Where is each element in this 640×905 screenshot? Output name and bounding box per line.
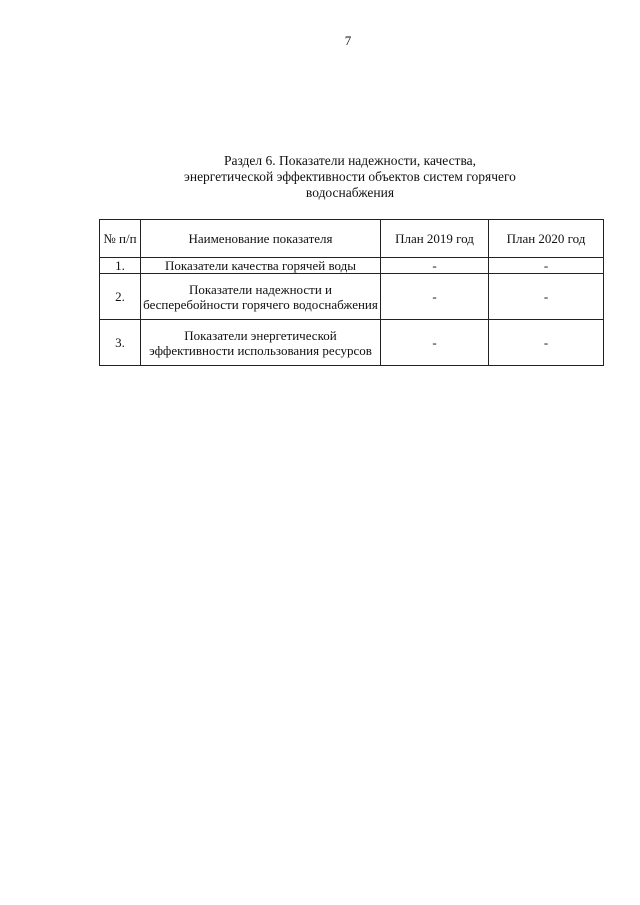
row-plan-2019: - (381, 258, 489, 274)
header-name: Наименование показателя (141, 220, 381, 258)
row-name: Показатели качества горячей воды (141, 258, 381, 274)
table-row (100, 258, 604, 274)
section-title-line-1: Раздел 6. Показатели надежности, качества, (223, 153, 477, 168)
header-plan-2019: План 2019 год (381, 220, 489, 258)
row-plan-2020: - (489, 320, 604, 366)
table-header-row (100, 220, 604, 258)
row-num: 2. (100, 274, 141, 320)
header-plan-2020: План 2020 год (489, 220, 604, 258)
page-number: 7 (344, 33, 352, 48)
row-num: 3. (100, 320, 141, 366)
row-plan-2020: - (489, 274, 604, 320)
row-num: 1. (100, 258, 141, 274)
section-title-line-2: энергетической эффективности объектов систем горячего (184, 169, 516, 184)
indicators-table (99, 219, 604, 366)
table-row (100, 274, 604, 320)
row-plan-2019: - (381, 274, 489, 320)
row-name: Показатели надежности и бесперебойности горячего водоснабжения (141, 274, 381, 320)
section-title (140, 153, 560, 201)
header-num: № п/п (100, 220, 141, 258)
row-name: Показатели энергетической эффективности использования ресурсов (141, 320, 381, 366)
row-plan-2019: - (381, 320, 489, 366)
section-title-line-3: водоснабжения (305, 185, 395, 200)
table-row (100, 320, 604, 366)
row-plan-2020: - (489, 258, 604, 274)
